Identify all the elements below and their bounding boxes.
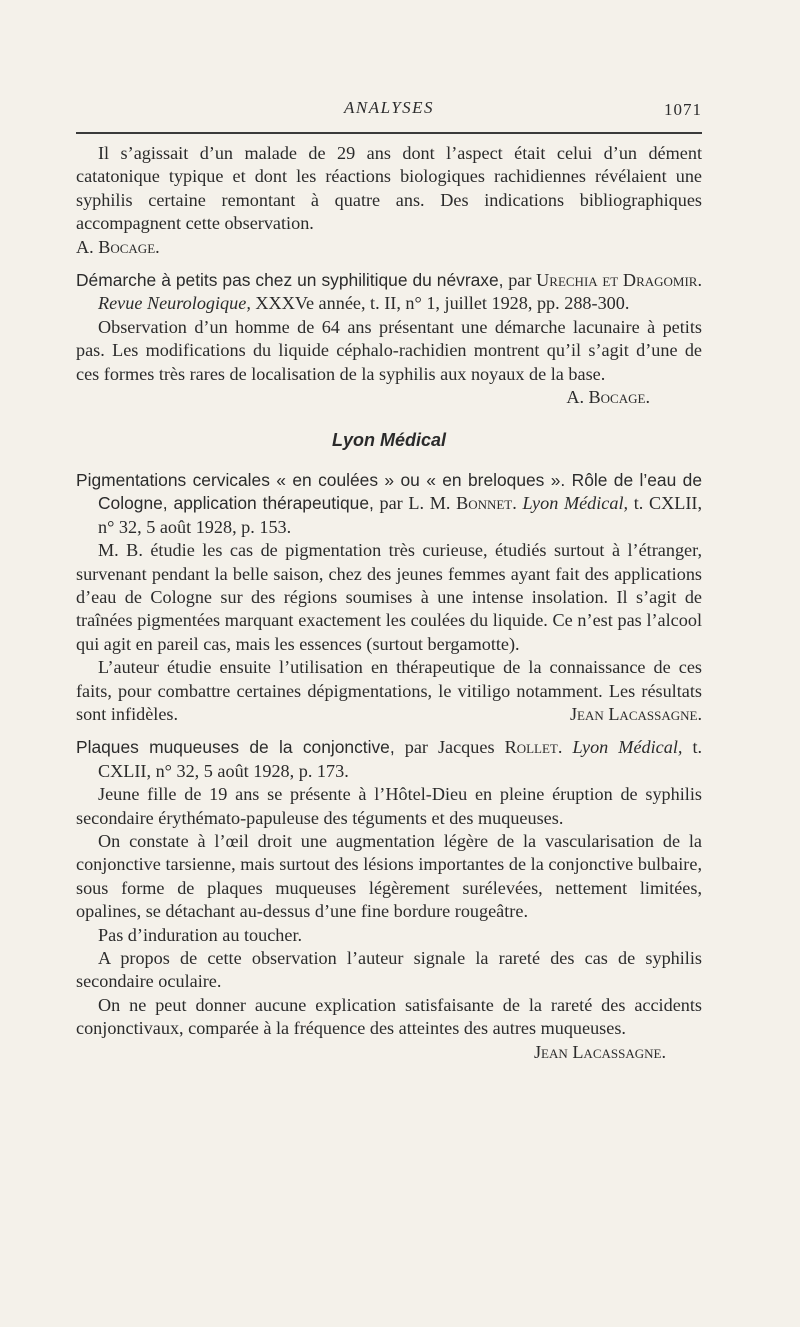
article-title: Démarche à petits pas chez un syphilitique du névraxe, xyxy=(76,270,504,291)
journal-name: Revue Neurologique, xyxy=(98,293,251,314)
reference: XXXVe année, t. II, n° 1, juillet 1928, pp. 288-300. xyxy=(255,293,630,314)
article-title: Pigmentations cervicales « en coulées » ou « en breloques ». Rôle de l’eau de Cologne, application thérapeutique, xyxy=(76,469,702,514)
abstract-paragraph: On constate à l’œil droit une augmentation légère de la vascularisation de la conjonctive tarsienne, mais surtout des lésions importantes de la conjonctive bulbaire, sous forme de plaques muqueuses légèrement surélevées, nettement limitées, opalines, se détachant au-dessus d’une fine bordure rougeâtre. xyxy=(76,830,702,922)
article-title: Plaques muqueuses de la conjonctive, xyxy=(76,737,395,758)
abstract-4 xyxy=(76,736,702,1064)
by-word: par xyxy=(379,493,403,514)
abstract-signature: A. Bocage. xyxy=(76,236,160,257)
page-header xyxy=(76,98,702,128)
abstract-paragraph: On ne peut donner aucune explication satisfaisante de la rareté des accidents conjonctivaux, comparée à la fréquence des atteintes des autres muqueuses. Jean Lacassagne. xyxy=(76,994,702,1064)
section-heading: Lyon Médical xyxy=(331,430,447,451)
abstract-paragraph: Jeune fille de 19 ans se présente à l’Hôtel-Dieu en pleine éruption de syphilis secondaire érythémato-papuleuse des téguments et des muqueuses. xyxy=(76,784,702,828)
authors: L. M. Bonnet. xyxy=(408,493,517,514)
abstract-text: Observation d’un homme de 64 ans présentant une démarche lacunaire à petits pas. Les modifications du liquide céphalo-rachidien montrent qu’il s’agit d’une de ces formes très rares de localisation de la syphilis aux noyaux de la base. A. Bocage. xyxy=(76,316,702,410)
abstract-citation xyxy=(76,736,702,783)
running-title: ANALYSES xyxy=(344,98,435,117)
abstract-citation xyxy=(76,469,702,539)
abstract-citation xyxy=(76,269,702,316)
abstract-paragraph: M. B. étudie les cas de pigmentation très curieuse, étudiés surtout à l’étranger, survenant pendant la belle saison, chez des jeunes femmes ayant fait des applications d’eau de Cologne sur des régions soumises à une intense insolation. Il s’agit de traînées pigmentées marquant exactement les coulées du liquide. Ce n’est pas l’alcool qui agit en pareil cas, mais les essences (surtout bergamotte). xyxy=(76,540,702,654)
abstract-paragraph: L’auteur étudie ensuite l’utilisation en thérapeutique de la connaissance de ces faits, pour combattre certaines dépigmentations, le vitiligo notamment. Les résultats sont infidèles. Jean Lacassagne. xyxy=(76,656,702,726)
by-word: par xyxy=(508,270,532,291)
abstract-paragraph: A propos de cette observation l’auteur signale la rareté des cas de syphilis secondaire oculaire. xyxy=(76,948,702,992)
abstract-signature: A. Bocage. xyxy=(566,387,650,408)
reference: t. CXLII, n° 32, 5 août 1928, p. 153. xyxy=(98,493,703,537)
reference: t. CXLII, n° 32, 5 août 1928, p. 173. xyxy=(98,737,703,781)
page-number: 1071 xyxy=(664,100,702,119)
by-word: par Jacques xyxy=(404,737,495,758)
header-rule xyxy=(76,132,702,134)
abstract-text: Il s’agissait d’un malade de 29 ans dont l’aspect était celui d’un dément catatonique typique et dont les réactions biologiques rachidiennes révélaient une syphilis certaine remontant à quatre ans. Des indications bibliographiques accompagnent cette observation. xyxy=(76,143,702,234)
journal-name: Lyon Médical, xyxy=(572,737,683,758)
authors: Urechia et Dragomir. xyxy=(536,270,703,291)
abstract-2 xyxy=(76,269,702,409)
abstract-signature: Jean Lacassagne. xyxy=(533,1041,666,1062)
abstract-1 xyxy=(76,142,702,259)
abstract-3 xyxy=(76,469,702,726)
authors: Rollet. xyxy=(504,737,563,758)
page-body xyxy=(76,142,702,1064)
abstract-paragraph: Pas d’induration au toucher. xyxy=(98,924,303,945)
abstract-signature: Jean Lacassagne. xyxy=(569,703,702,724)
journal-name: Lyon Médical, xyxy=(522,493,629,514)
